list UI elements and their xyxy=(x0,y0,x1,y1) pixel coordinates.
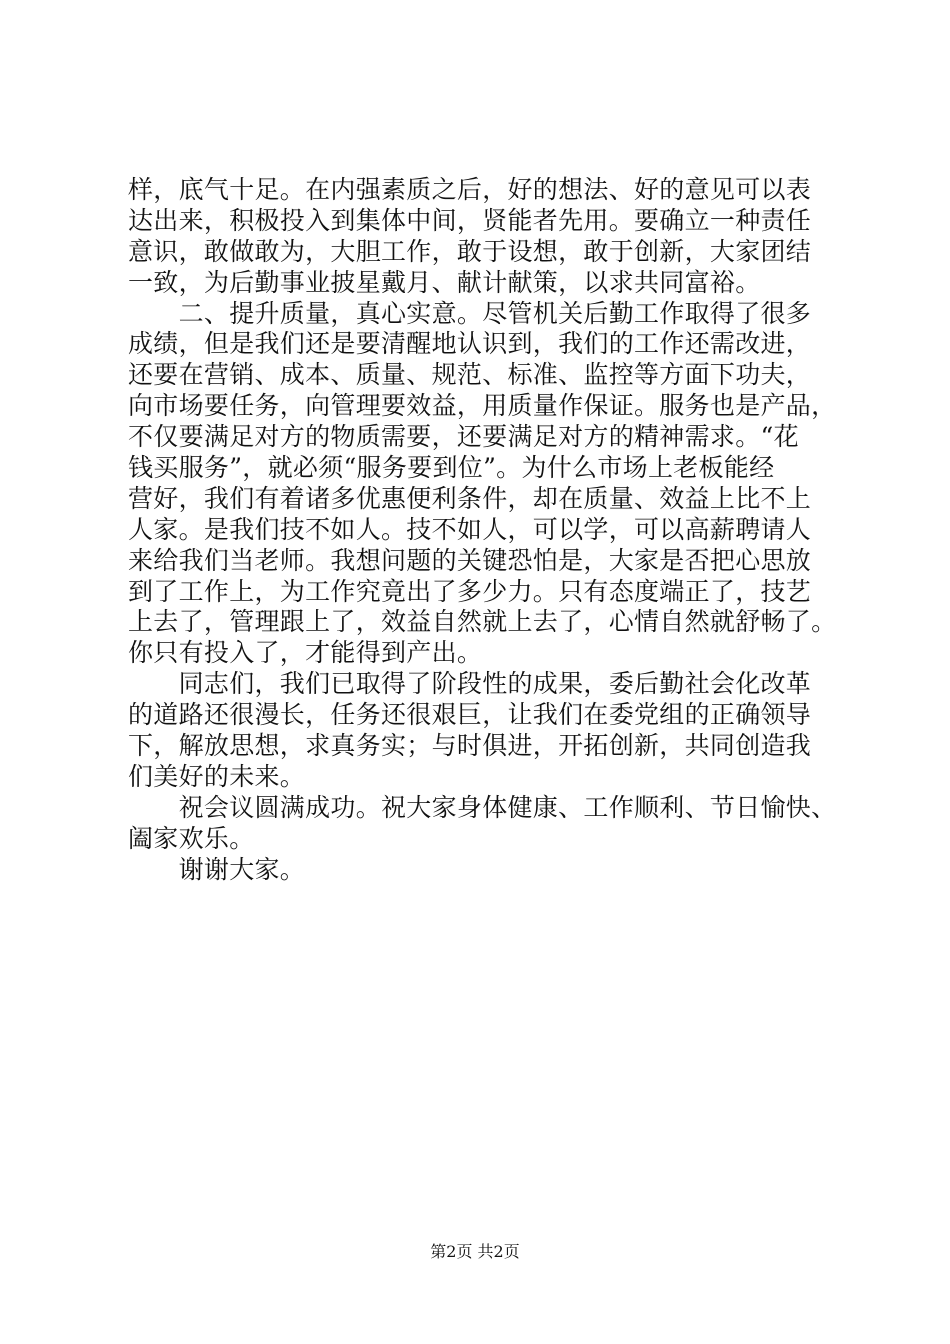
text-line: 到了工作上，为工作究竟出了多少力。只有态度端正了，技艺 xyxy=(128,576,812,606)
text-line: 钱买服务”，就必须“服务要到位”。为什么市场上老板能经 xyxy=(128,453,775,483)
text-line: 达出来，积极投入到集体中间，贤能者先用。要确立一种责任 xyxy=(128,205,812,235)
text-line: 同志们，我们已取得了阶段性的成果，委后勤社会化改革 xyxy=(128,669,812,699)
text-line: 你只有投入了，才能得到产出。 xyxy=(128,638,483,668)
text-line: 的道路还很漫长，任务还很艰巨，让我们在委党组的正确领导 xyxy=(128,700,812,730)
text-line: 不仅要满足对方的物质需要，还要满足对方的精神需求。“花 xyxy=(128,422,799,452)
text-line: 下，解放思想，求真务实；与时俱进，开拓创新，共同创造我 xyxy=(128,731,812,761)
page-number-footer: 第2页 共2页 xyxy=(430,1242,520,1261)
text-line: 营好，我们有着诸多优惠便利条件，却在质量、效益上比不上 xyxy=(128,483,812,513)
text-line: 人家。是我们技不如人。技不如人，可以学，可以高薪聘请人 xyxy=(128,514,812,544)
text-line: 祝会议圆满成功。祝大家身体健康、工作顺利、节日愉快、 xyxy=(128,792,837,822)
text-line: 向市场要任务，向管理要效益，用质量作保证。服务也是产品， xyxy=(128,391,837,421)
text-line: 谢谢大家。 xyxy=(128,854,306,884)
body-text xyxy=(128,175,868,885)
text-line: 二、提升质量，真心实意。尽管机关后勤工作取得了很多 xyxy=(128,298,812,328)
text-line: 意识，敢做敢为，大胆工作，敢于设想，敢于创新，大家团结 xyxy=(128,236,812,266)
text-line: 一致，为后勤事业披星戴月、献计献策，以求共同富裕。 xyxy=(128,267,761,297)
text-line: 阖家欢乐。 xyxy=(128,823,255,853)
text-line: 还要在营销、成本、质量、规范、标准、监控等方面下功夫， xyxy=(128,360,812,390)
text-line: 们美好的未来。 xyxy=(128,761,306,791)
text-line: 上去了，管理跟上了，效益自然就上去了，心情自然就舒畅了。 xyxy=(128,607,837,637)
text-line: 样，底气十足。在内强素质之后，好的想法、好的意见可以表 xyxy=(128,175,812,204)
text-line: 成绩，但是我们还是要清醒地认识到，我们的工作还需改进， xyxy=(128,329,812,359)
text-line: 来给我们当老师。我想问题的关键恐怕是，大家是否把心思放 xyxy=(128,545,812,575)
